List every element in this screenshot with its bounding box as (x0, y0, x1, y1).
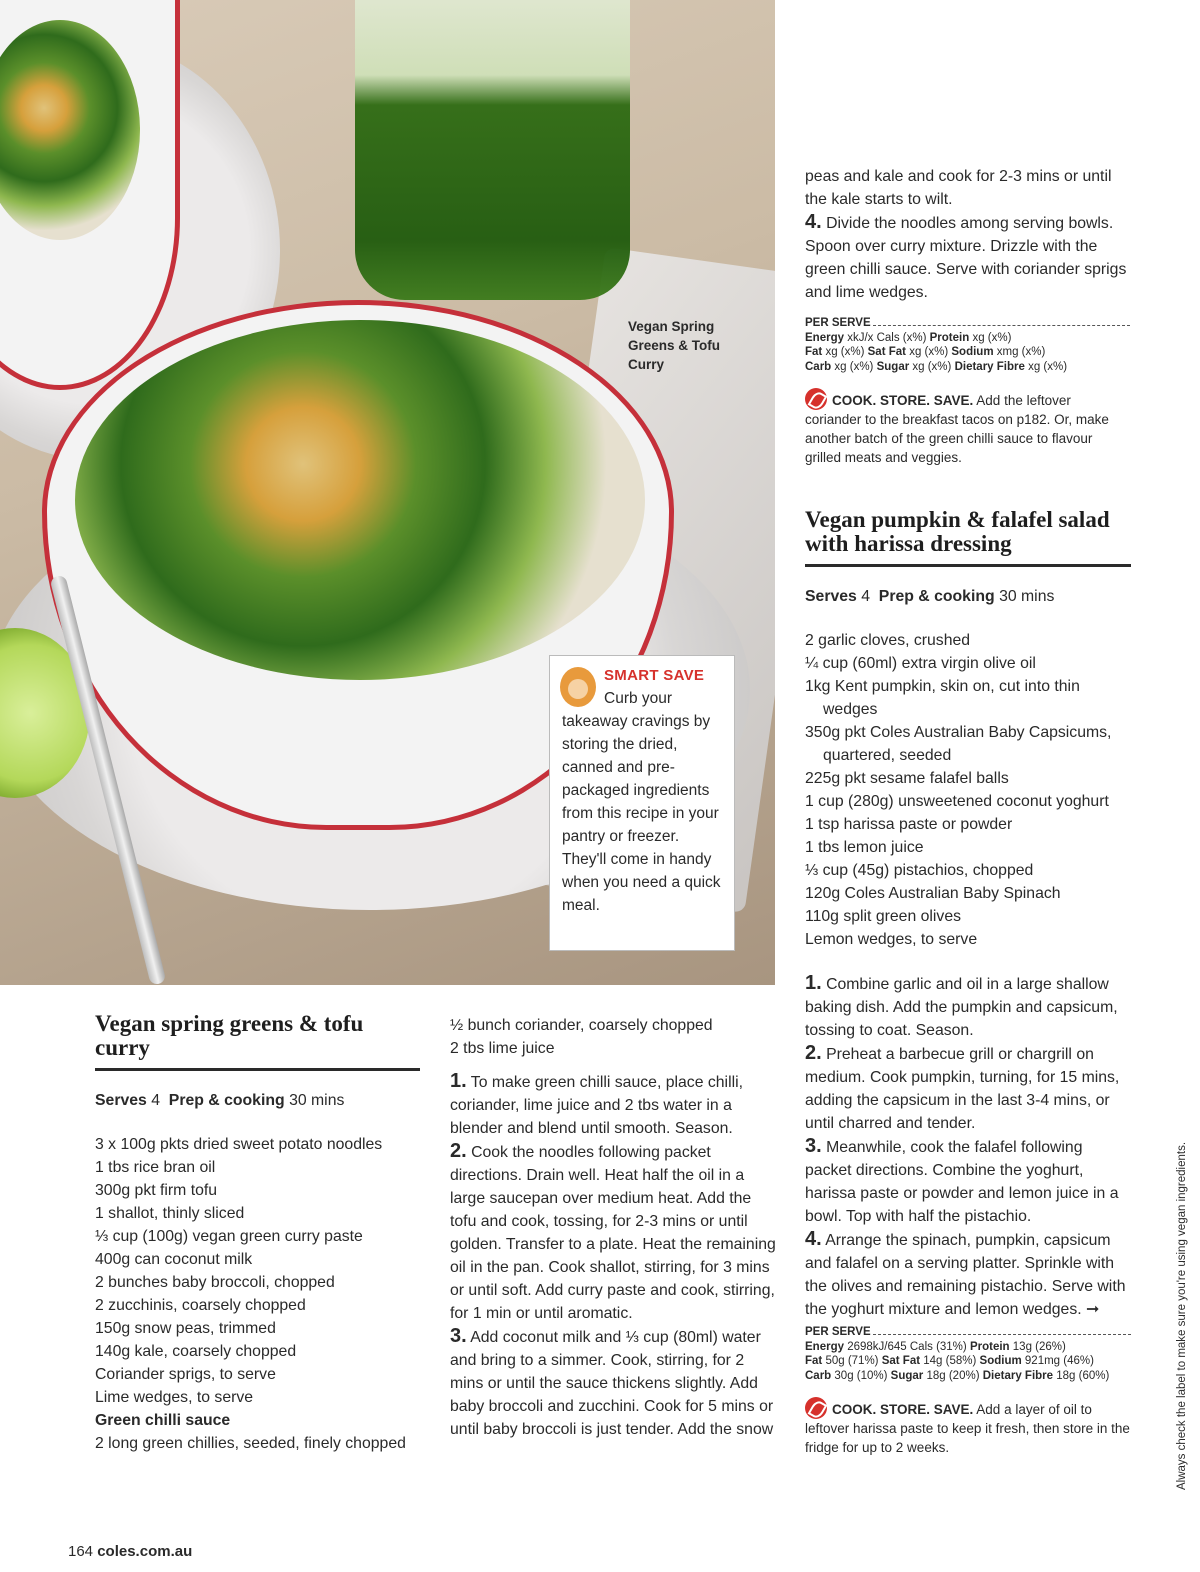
ingredient-item: 1 tbs rice bran oil (95, 1159, 216, 1176)
nutrition-row (805, 360, 1130, 375)
ingredient-item: 1 shallot, thinly sliced (95, 1205, 245, 1222)
ingredient-item: 300g pkt firm tofu (95, 1182, 218, 1199)
method-step (450, 1070, 778, 1140)
recipe-photo (0, 0, 775, 985)
piggy-bank-icon (560, 667, 596, 707)
recipe1-sauce-ingredients (450, 1014, 778, 1060)
nutrient-value: xg (x%) (1028, 360, 1068, 373)
ingredient-item: 1 tsp harissa paste or powder (805, 816, 1013, 833)
ingredient-item: 3 x 100g pkts dried sweet potato noodles (95, 1136, 383, 1153)
recipe1-per-serve (805, 316, 1130, 374)
ingredient-item: 110g split green olives (805, 908, 962, 925)
recipe2-title: Vegan pumpkin & falafel salad with harissa dressing (805, 508, 1131, 567)
ingredient-item: ⅓ cup (100g) vegan green curry paste (95, 1228, 363, 1245)
recipe1-method (450, 1070, 778, 1441)
method-step (805, 972, 1131, 1042)
ingredient-item: 2 bunches baby broccoli, chopped (95, 1274, 335, 1291)
per-serve-label: PER SERVE (805, 1326, 871, 1338)
step-number: 3. (450, 1325, 467, 1347)
recipe1-cook-store-save: COOK. STORE. SAVE. Add the leftover coriander to the breakfast tacos on p182. Or, make another batch of the green chilli sauce to flavour grilled meats and veggies. (805, 388, 1130, 467)
sauce-subheading: Green chilli sauce (95, 1412, 231, 1429)
step-text: Preheat a barbecue grill or chargrill on medium. Cook pumpkin, turning, for 15 mins, adding the capsicum in the last 3-4 mins, or until charred and tender. (805, 1046, 1120, 1132)
step-text: Arrange the spinach, pumpkin, capsicum and falafel on a serving platter. Sprinkle with the olives and remaining pistachio. Serve with the yoghurt mixture and lemon wedges. ➞ (805, 1232, 1126, 1318)
ingredient-item: Coriander sprigs, to serve (95, 1366, 276, 1383)
nutrient-label: Fat (805, 1355, 823, 1367)
photo-caption: Vegan Spring Greens & Tofu Curry (628, 319, 721, 372)
vegan-label-note: Always check the label to make sure you're using vegan ingredients. (1176, 1141, 1188, 1490)
nutrient-value: xg (x%) (825, 346, 865, 358)
ingredient-item: Lime wedges, to serve (95, 1389, 254, 1406)
green-chilli-sauce-jar (355, 0, 630, 300)
nutrient-value: 30g (10%) (834, 1369, 888, 1382)
nutrition-row (805, 331, 1130, 346)
ingredient-item: 400g can coconut milk (95, 1251, 253, 1268)
nutrient-value: xg (x%) (909, 346, 949, 358)
ingredient-item: 225g pkt sesame falafel balls (805, 770, 1009, 787)
method-step (805, 1042, 1131, 1135)
nutrient-label: Carb (805, 1369, 832, 1382)
step-number: 2. (450, 1140, 467, 1162)
nutrient-label: Sat Fat (881, 1355, 921, 1367)
nutrient-value: xg (x%) (912, 360, 952, 373)
nutrient-label: Sodium (979, 1355, 1022, 1367)
leaf-icon (805, 1397, 827, 1419)
recipe2-column (805, 508, 1131, 1457)
recipe1-title: Vegan spring greens & tofu curry (95, 1012, 420, 1071)
smart-save-box (549, 655, 735, 951)
nutrient-label: Fat (805, 346, 823, 358)
smart-save-title: SMART SAVE (604, 667, 705, 684)
ingredient-item: 2 long green chillies, seeded, finely chopped (95, 1435, 406, 1452)
nutrition-row (805, 1369, 1131, 1384)
nutrition-row (805, 1354, 1131, 1369)
nutrient-value: xmg (x%) (996, 346, 1046, 358)
nutrient-label: Protein (929, 331, 970, 344)
ingredient-item: ¼ cup (60ml) extra virgin olive oil (805, 655, 1036, 672)
nutrient-label: Protein (969, 1340, 1010, 1353)
nutrient-value: 13g (26%) (1012, 1340, 1066, 1353)
step-text: peas and kale and cook for 2-3 mins or until the kale starts to wilt. (805, 168, 1112, 208)
recipe2-cook-store-save: COOK. STORE. SAVE. Add a layer of oil to leftover harissa paste to keep it fresh, then store in the fridge for up to 2 weeks. (805, 1397, 1131, 1457)
nutrition-row (805, 1340, 1131, 1355)
step-text: To make green chilli sauce, place chilli, coriander, lime juice and 2 tbs water in a blender and blend until smooth. Season. (450, 1074, 743, 1137)
recipe2-per-serve (805, 1325, 1131, 1383)
nutrient-label: Sodium (951, 346, 994, 358)
nutrient-label: Carb (805, 360, 832, 373)
ingredient-item: 2 garlic cloves, crushed (805, 632, 971, 649)
nutrient-value: xg (x%) (834, 360, 874, 373)
nutrient-value: 18g (20%) (926, 1369, 980, 1382)
method-step (805, 211, 1130, 304)
ingredient-item: 2 zucchinis, coarsely chopped (95, 1297, 306, 1314)
step-number: 3. (805, 1135, 822, 1157)
leaf-icon (805, 388, 827, 410)
step-text: Combine garlic and oil in a large shallow baking dish. Add the pumpkin and capsicum, tossing to coat. Season. (805, 976, 1118, 1039)
ingredient-item: 150g snow peas, trimmed (95, 1320, 276, 1337)
nutrient-label: Sat Fat (867, 346, 906, 358)
nutrient-label: Dietary Fibre (982, 1369, 1054, 1382)
recipe2-ingredient-list (805, 629, 1131, 951)
ingredient-item: 2 tbs lime juice (450, 1040, 555, 1057)
recipe1-method-continued (805, 165, 1130, 467)
nutrient-value: xkJ/x Cals (x%) (847, 331, 927, 344)
method-step (805, 1228, 1131, 1321)
step-number: 4. (805, 1228, 822, 1250)
nutrient-value: xg (x%) (972, 331, 1012, 344)
recipe2-meta: Serves 4 Prep & cooking 30 mins (805, 588, 1055, 605)
step-text: Add coconut milk and ⅓ cup (80ml) water and bring to a simmer. Cook, stirring, for 2 mins or until the sauce thickens slightly. Add baby broccoli and zucchini. Cook for 5 mins or until baby broccoli is just tender. Add the snow (450, 1329, 774, 1438)
ingredient-item: 1 cup (280g) unsweetened coconut yoghurt (805, 793, 1109, 810)
nutrient-value: 14g (58%) (923, 1355, 977, 1367)
step-number: 4. (805, 211, 822, 233)
site-link[interactable]: coles.com.au (97, 1543, 193, 1560)
ingredient-item: 120g Coles Australian Baby Spinach (805, 885, 1061, 902)
method-step (450, 1140, 778, 1325)
ingredient-item: ⅓ cup (45g) pistachios, chopped (805, 862, 1034, 879)
step-number: 1. (450, 1070, 467, 1092)
recipe1-method-column (450, 1014, 778, 1441)
per-serve-heading (805, 1325, 1131, 1340)
step-number: 2. (805, 1042, 822, 1064)
ingredient-item: 350g pkt Coles Australian Baby Capsicums, quartered, seeded (805, 724, 1112, 764)
step-text: Divide the noodles among serving bowls. Spoon over curry mixture. Drizzle with the green chilli sauce. Serve with coriander sprigs and lime wedges. (805, 215, 1127, 301)
page-number: 164 (68, 1543, 94, 1560)
ingredient-item: 140g kale, coarsely chopped (95, 1343, 297, 1360)
nutrient-label: Energy (805, 1340, 844, 1353)
recipe1-meta: Serves 4 Prep & cooking 30 mins (95, 1092, 345, 1109)
ingredient-item: Lemon wedges, to serve (805, 931, 978, 948)
ingredient-item: 1 tbs lemon juice (805, 839, 924, 856)
step-text: Meanwhile, cook the falafel following packet directions. Combine the yoghurt, harissa paste or powder and lemon juice in a bowl. Top with half the pistachio. (805, 1139, 1119, 1225)
nutrient-label: Energy (805, 331, 844, 344)
recipe1-ingredients-column (95, 1012, 420, 1455)
nutrient-label: Sugar (890, 1369, 924, 1382)
nutrient-value: 2698kJ/645 Cals (31%) (847, 1340, 967, 1353)
nutrient-label: Sugar (876, 360, 910, 373)
step-text: Cook the noodles following packet directions. Drain well. Heat half the oil in a large saucepan over medium heat. Add the tofu and cook, tossing, for 2-3 mins or until golden. Transfer to a plate. Heat the remaining oil in the pan. Cook shallot, stirring, for 3 mins or until soft. Add curry paste and cook, stirring, for 1 min or until aromatic. (450, 1144, 776, 1322)
nutrition-row (805, 345, 1130, 360)
nutrient-value: 50g (71%) (825, 1355, 879, 1367)
per-serve-label: PER SERVE (805, 317, 871, 329)
recipe1-ingredient-list (95, 1133, 420, 1455)
method-step (450, 1325, 778, 1441)
nutrient-label: Dietary Fibre (954, 360, 1025, 373)
ingredient-item: ½ bunch coriander, coarsely chopped (450, 1017, 713, 1034)
method-step (805, 1135, 1131, 1228)
ingredient-item: 1kg Kent pumpkin, skin on, cut into thin wedges (805, 678, 1080, 718)
nutrient-value: 18g (60%) (1056, 1369, 1110, 1382)
step-number: 1. (805, 972, 822, 994)
smart-save-text: Curb your takeaway cravings by storing the dried, canned and pre-packaged ingredients from this recipe in your pantry or freezer. They'll come in handy when you need a quick meal. (562, 690, 721, 914)
method-step (805, 165, 1130, 211)
per-serve-heading (805, 316, 1130, 331)
page-footer (68, 1543, 192, 1560)
nutrient-value: 921mg (46%) (1024, 1355, 1094, 1367)
recipe2-method (805, 972, 1131, 1321)
